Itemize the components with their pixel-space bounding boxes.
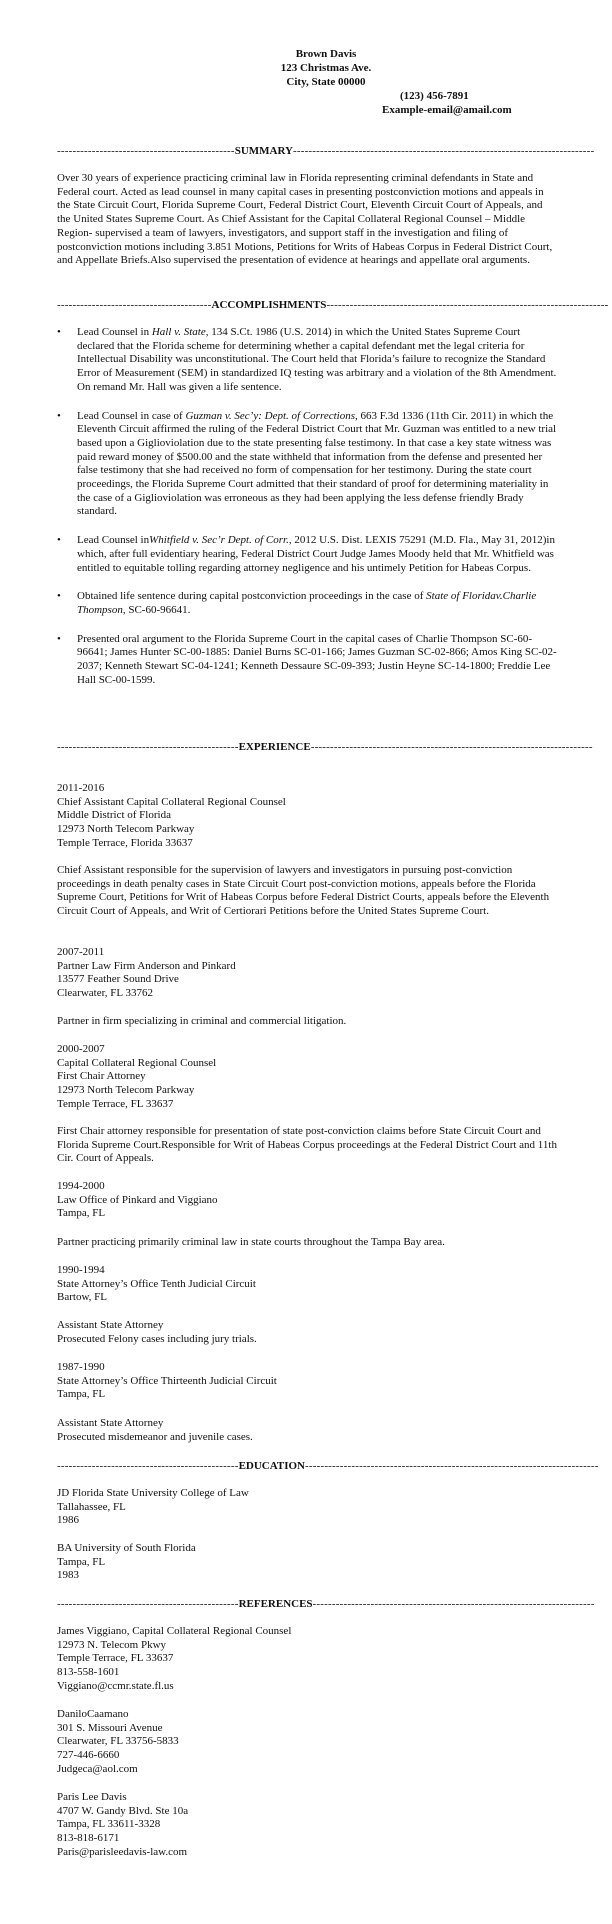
reference-entry <box>57 1708 557 1777</box>
candidate-phone: (123) 456-7891 <box>400 90 469 102</box>
education-degree: BA University of South Florida <box>57 1542 196 1554</box>
experience-dates: 2007-2011 <box>57 946 105 958</box>
reference-city: Tampa, FL 33611-3328 <box>57 1818 161 1831</box>
accomplishment-text: Lead Counsel in case of <box>77 409 186 422</box>
experience-address: 13577 Feather Sound Drive <box>57 973 179 986</box>
reference-email: Paris@parisleedavis-law.com <box>57 1845 188 1858</box>
references-heading-label: REFERENCES <box>238 1598 313 1610</box>
education-year: 1983 <box>57 1569 79 1582</box>
experience-description: Chief Assistant responsible for the supervision of lawyers and investigators in pursuing post-conviction proceedings in death penalty cases in State Circuit Court post-conviction motions, appeals before the Florida Supreme Court, Petitions for Writ of Habeas Corpus before Federal District Courts, appeals before the Eleventh Circuit Court of Appeals, and Writ of Certiorari Petitions before the United States Supreme Court. <box>57 864 550 918</box>
reference-city: Clearwater, FL 33756-5833 <box>57 1735 179 1748</box>
reference-phone: 813-818-6171 <box>57 1832 120 1845</box>
reference-name: Paris Lee Davis <box>57 1791 127 1803</box>
accomplishment-text: , 134 S.Ct. 1986 (U.S. 2014) in which the United States Supreme Court declared that the Florida scheme for determining whether a capital defendant met the legal criteria for Intellectual Disability was unconstitutional. The Court held that Florida’s failure to recognize the Standard Error of Measurement (SEM) in standardized IQ testing was arbitrary and a violation of the 8th Amendment. On remand Mr. Hall was given a life sentence. <box>77 326 557 393</box>
case-name: State of Floridav.Charlie Thompson <box>77 590 537 616</box>
accomplishment-text: Lead Counsel in <box>77 326 152 338</box>
experience-title: Partner Law Firm Anderson and Pinkard <box>57 959 236 972</box>
experience-heading: -----------------------------------------------EXPERIENCE------------------------------------------------------------------------- <box>57 741 593 753</box>
experience-role-block <box>57 1319 557 1346</box>
experience-role: Assistant State Attorney <box>57 1417 164 1429</box>
experience-city: Temple Terrace, Florida 33637 <box>57 836 193 849</box>
experience-entry <box>57 1361 557 1402</box>
reference-name: DaniloCaamano <box>57 1708 129 1720</box>
case-name: Whitfield v. Sec’r Dept. of Corr. <box>149 534 289 547</box>
reference-phone: 727-446-6660 <box>57 1749 120 1762</box>
accomplishments-heading: ----------------------------------------ACCOMPLISHMENTS------------------------------------------------------------------------- <box>57 299 609 311</box>
experience-role: Assistant State Attorney <box>57 1319 164 1331</box>
candidate-address: 123 Christmas Ave. <box>280 62 372 74</box>
candidate-email: Example-email@amail.com <box>382 104 512 116</box>
experience-heading-label: EXPERIENCE <box>238 741 311 753</box>
education-entry <box>57 1542 557 1583</box>
experience-city: Temple Terrace, FL 33637 <box>57 1097 174 1110</box>
experience-dates: 2000-2007 <box>57 1043 105 1055</box>
experience-entry <box>57 1180 557 1221</box>
accomplishment-item <box>57 534 557 575</box>
candidate-city: City, State 00000 <box>286 76 366 88</box>
experience-title: Law Office of Pinkard and Viggiano <box>57 1193 218 1206</box>
reference-city: Temple Terrace, FL 33637 <box>57 1652 174 1665</box>
accomplishments-heading-label: ACCOMPLISHMENTS <box>211 299 327 311</box>
experience-role: First Chair Attorney <box>57 1070 146 1083</box>
experience-city: Tampa, FL <box>57 1207 106 1220</box>
experience-description: Partner in firm specializing in criminal and commercial litigation. <box>57 1015 347 1027</box>
experience-address: 12973 North Telecom Parkway <box>57 1084 195 1097</box>
experience-dates: 1987-1990 <box>57 1361 105 1373</box>
experience-address: 12973 North Telecom Parkway <box>57 823 195 836</box>
accomplishment-item <box>57 326 557 395</box>
bullet-icon: • <box>57 590 61 603</box>
reference-name: James Viggiano, Capital Collateral Regional Counsel <box>57 1625 292 1637</box>
experience-title: State Attorney’s Office Tenth Judicial Circuit <box>57 1277 256 1290</box>
bullet-icon: • <box>57 409 61 422</box>
experience-city: Bartow, FL <box>57 1291 108 1304</box>
experience-title: State Attorney’s Office Thirteenth Judicial Circuit <box>57 1374 277 1387</box>
summary-text: Over 30 years of experience practicing criminal law in Florida representing criminal defendants in State and Federal court. Acted as lead counsel in many capital cases in presenting postconviction motions and appeals in the State Circuit Court, Florida Supreme Court, Federal District Court, Eleventh Circuit Court of Appeals, and the United States Supreme Court. As Chief Assistant for the Capital Collateral Regional Counsel – Middle Region- supervised a team of lawyers, investigators, and support staff in the investigation and filing of postconviction motions including 3.851 Motions, Petitions for Writs of Habeas Corpus in Federal District Court, and Appellate Briefs.Also supervised the presentation of evidence at hearings and appellate oral arguments. <box>57 172 553 267</box>
experience-description: Prosecuted misdemeanor and juvenile cases. <box>57 1430 253 1443</box>
reference-email: Judgeca@aol.com <box>57 1762 138 1775</box>
education-city: Tampa, FL <box>57 1555 106 1568</box>
accomplishment-item <box>57 633 557 688</box>
education-heading: -----------------------------------------------EDUCATION---------------------------------------------------------------------------- <box>57 1460 599 1472</box>
reference-address: 4707 W. Gandy Blvd. Ste 10a <box>57 1804 189 1817</box>
case-name: Hall v. State <box>151 326 206 338</box>
experience-city: Clearwater, FL 33762 <box>57 987 153 1000</box>
education-degree: JD Florida State University College of Law <box>57 1487 249 1499</box>
experience-dates: 2011-2016 <box>57 782 105 794</box>
bullet-icon: • <box>57 632 61 645</box>
accomplishment-text: , 663 F.3d 1336 (11th Cir. 2011) in which the Eleventh Circuit affirmed the ruling of the Federal District Court that Mr. Guzman was entitled to a new trial based upon a Giglioviolation due to the state presenting false testimony. In that case a key state witness was paid reward money of $500.00 and the state withheld that information from the defense and presented her false testimony that she had received no form of compensation for her testimony. During the state court proceedings, the Florida Supreme Court admitted that their standard of proof for determining materiality in the case of a Giglioviolation was erroneous as they had been applying the less defense friendly Brady standard. <box>77 409 557 518</box>
accomplishment-text: , SC-60-96641. <box>122 603 191 616</box>
resume-header <box>0 47 612 116</box>
reference-entry <box>57 1625 557 1694</box>
experience-description: Prosecuted Felony cases including jury trials. <box>57 1332 257 1345</box>
accomplishment-item <box>57 410 557 520</box>
accomplishment-item <box>57 590 557 617</box>
case-name: Guzman v. Sec’y: Dept. of Corrections <box>185 409 355 422</box>
reference-address: 12973 N. Telecom Pkwy <box>57 1638 167 1651</box>
accomplishment-text: Presented oral argument to the Florida Supreme Court in the capital cases of Charlie Thompson SC-60-96641; James Hunter SC-00-1885: Daniel Burns SC-01-166; James Guzman SC-02-866; Amos King SC-02-2037; Kenneth Stewart SC-04-1241; Kenneth Dessaure SC-09-393; Justin Heyne SC-14-1800; Freddie Lee Hall SC-00-1599. <box>77 632 557 686</box>
reference-entry <box>57 1791 557 1860</box>
bullet-icon: • <box>57 534 61 547</box>
experience-title: Chief Assistant Capital Collateral Regional Counsel <box>57 795 286 808</box>
accomplishment-text: , 2012 U.S. Dist. LEXIS 75291 (M.D. Fla., May 31, 2012)in which, after full evidentiary hearing, Federal District Court Judge James Moody held that Mr. Whitfield was entitled to equitable tolling regarding attorney negligence and his untimely Petition for Habeas Corpus. <box>77 534 555 574</box>
education-heading-label: EDUCATION <box>238 1460 305 1472</box>
accomplishments-list <box>57 326 557 702</box>
reference-email: Viggiano@ccmr.state.fl.us <box>57 1679 174 1692</box>
experience-dates: 1990-1994 <box>57 1264 105 1276</box>
experience-entry <box>57 1043 557 1112</box>
experience-city: Tampa, FL <box>57 1388 106 1401</box>
references-heading: -----------------------------------------------REFERENCES------------------------------------------------------------------------- <box>57 1598 595 1610</box>
experience-description: First Chair attorney responsible for presentation of state post-conviction claims before State Circuit Court and Florida Supreme Court.Responsible for Writ of Habeas Corpus proceedings at the Federal District Court and 11th Cir. Court of Appeals. <box>57 1125 557 1165</box>
experience-dates: 1994-2000 <box>57 1180 105 1192</box>
experience-entry <box>57 1264 557 1305</box>
summary-heading-label: SUMMARY <box>234 145 293 157</box>
reference-phone: 813-558-1601 <box>57 1666 120 1679</box>
experience-entry <box>57 946 557 1001</box>
education-entry <box>57 1487 557 1528</box>
reference-address: 301 S. Missouri Avenue <box>57 1721 163 1734</box>
experience-description: Partner practicing primarily criminal law in state courts throughout the Tampa Bay area. <box>57 1236 445 1248</box>
accomplishment-text: Obtained life sentence during capital postconviction proceedings in the case of <box>77 590 427 603</box>
experience-org: Middle District of Florida <box>57 809 171 822</box>
experience-role-block <box>57 1417 557 1444</box>
education-year: 1986 <box>57 1514 79 1527</box>
candidate-name: Brown Davis <box>295 48 357 60</box>
summary-heading: ----------------------------------------------SUMMARY------------------------------------------------------------------------------ <box>57 145 595 157</box>
experience-title: Capital Collateral Regional Counsel <box>57 1056 217 1069</box>
experience-entry <box>57 782 557 851</box>
accomplishment-text: Lead Counsel in <box>77 534 150 547</box>
bullet-icon: • <box>57 326 61 338</box>
education-city: Tallahassee, FL <box>57 1500 126 1513</box>
